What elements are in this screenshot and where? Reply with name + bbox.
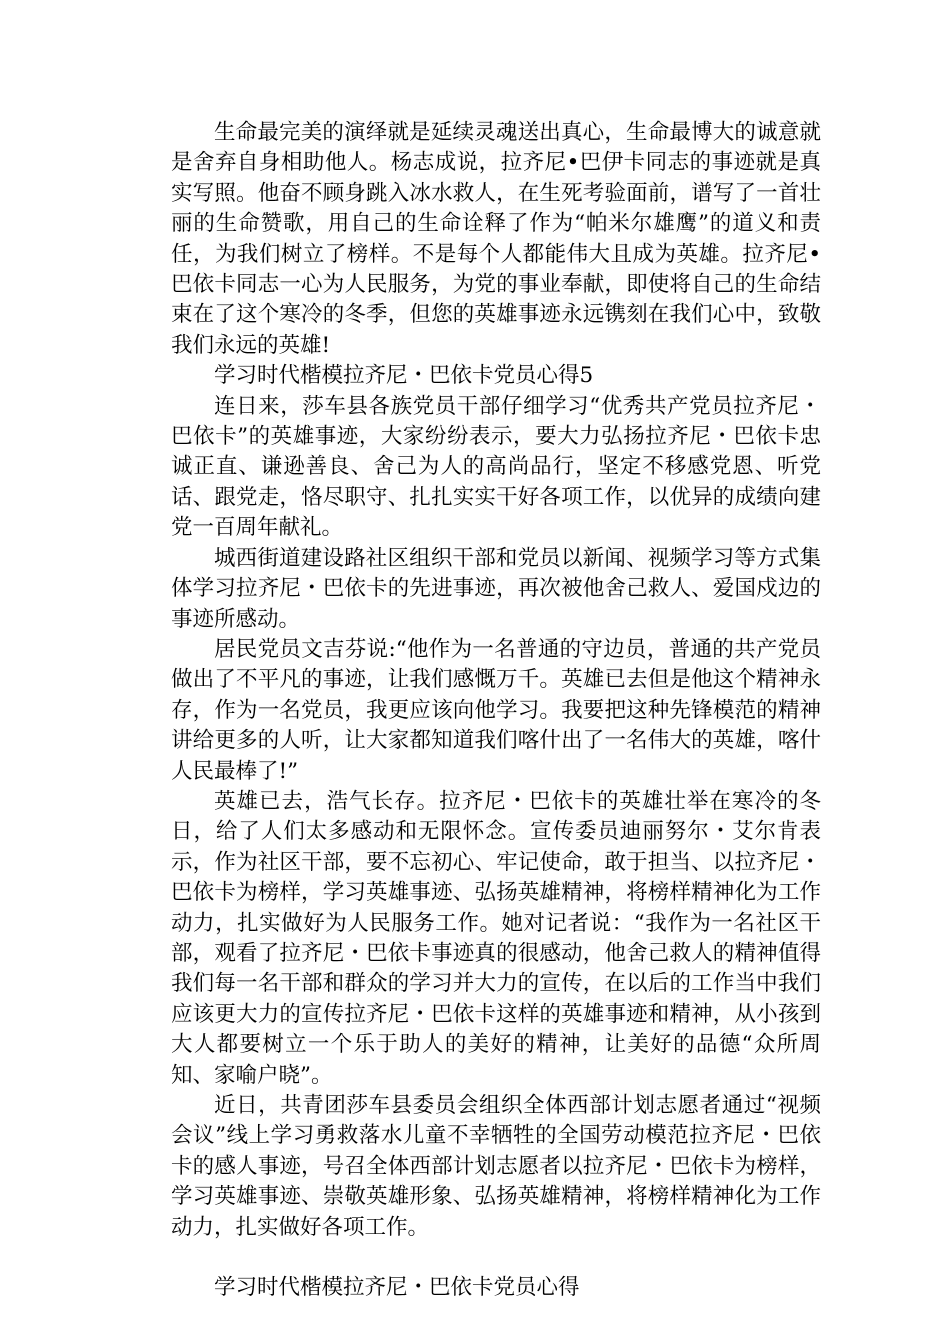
paragraph-resident-quote: 居民党员文吉芬说:“他作为一名普通的守边员，普通的共产党员做出了不平凡的事迹，让我们感慨万千。英雄已去但是他这个精神永存，作为一名党员，我更应该向他学习。我要把这种先锋模范的精神讲给更多的人听，让大家都知道我们喀什出了一名伟大的英雄，喀什人民最棒了!” xyxy=(171,636,821,784)
document-body xyxy=(171,118,821,1304)
paragraph-shache-study: 连日来，莎车县各族党员干部仔细学习“优秀共产党员拉齐尼・巴依卡”的英雄事迹，大家纷纷表示，要大力弘扬拉齐尼・巴依卡忠诚正直、谦逊善良、舍己为人的高尚品行，坚定不移感党恩、听党话、跟党走，恪尽职守、扎扎实实干好各项工作，以优异的成绩向建党一百周年献礼。 xyxy=(171,393,821,541)
blank-line xyxy=(171,1243,821,1273)
section-heading-5: 学习时代楷模拉齐尼・巴依卡党员心得5 xyxy=(214,363,594,389)
paragraph-chengxi-community: 城西街道建设路社区组织干部和党员以新闻、视频学习等方式集体学习拉齐尼・巴依卡的先进事迹，再次被他舍己救人、爱国戍边的事迹所感动。 xyxy=(171,545,821,632)
closing-heading: 学习时代楷模拉齐尼・巴依卡党员心得 xyxy=(214,1275,580,1301)
paragraph-intro: 生命最完美的演绎就是延续灵魂送出真心，生命最博大的诚意就是舍弃自身相助他人。杨志成说，拉齐尼•巴伊卡同志的事迹就是真实写照。他奋不顾身跳入冰水救人，在生死考验面前，谱写了一首壮丽的生命赞歌，用自己的生命诠释了作为“帕米尔雄鹰”的道义和责任，为我们树立了榜样。不是每个人都能伟大且成为英雄。拉齐尼•巴依卡同志一心为人民服务，为党的事业奉献，即使将自己的生命结束在了这个寒冷的冬季，但您的英雄事迹永远镌刻在我们心中，致敬我们永远的英雄! xyxy=(171,120,821,358)
paragraph-hero-legacy: 英雄已去，浩气长存。拉齐尼・巴依卡的英雄壮举在寒冷的冬日，给了人们太多感动和无限怀念。宣传委员迪丽努尔・艾尔肯表示，作为社区干部，要不忘初心、牢记使命，敢于担当、以拉齐尼・巴依卡为榜样，学习英雄事迹、弘扬英雄精神，将榜样精神化为工作动力，扎实做好为人民服务工作。她对记者说：“我作为一名社区干部，观看了拉齐尼・巴依卡事迹真的很感动，他舍己救人的精神值得我们每一名干部和群众的学习并大力的宣传，在以后的工作当中我们应该更大力的宣传拉齐尼・巴依卡这样的英雄事迹和精神，从小孩到大人都要树立一个乐于助人的美好的精神，让美好的品德“众所周知、家喻户晓”。 xyxy=(171,788,821,1088)
paragraph-youth-league: 近日，共青团莎车县委员会组织全体西部计划志愿者通过“视频会议”线上学习勇救落水儿童不幸牺牲的全国劳动模范拉齐尼・巴依卡的感人事迹，号召全体西部计划志愿者以拉齐尼・巴依卡为榜样，学习英雄事迹、崇敬英雄形象、弘扬英雄精神，将榜样精神化为工作动力，扎实做好各项工作。 xyxy=(171,1093,821,1240)
